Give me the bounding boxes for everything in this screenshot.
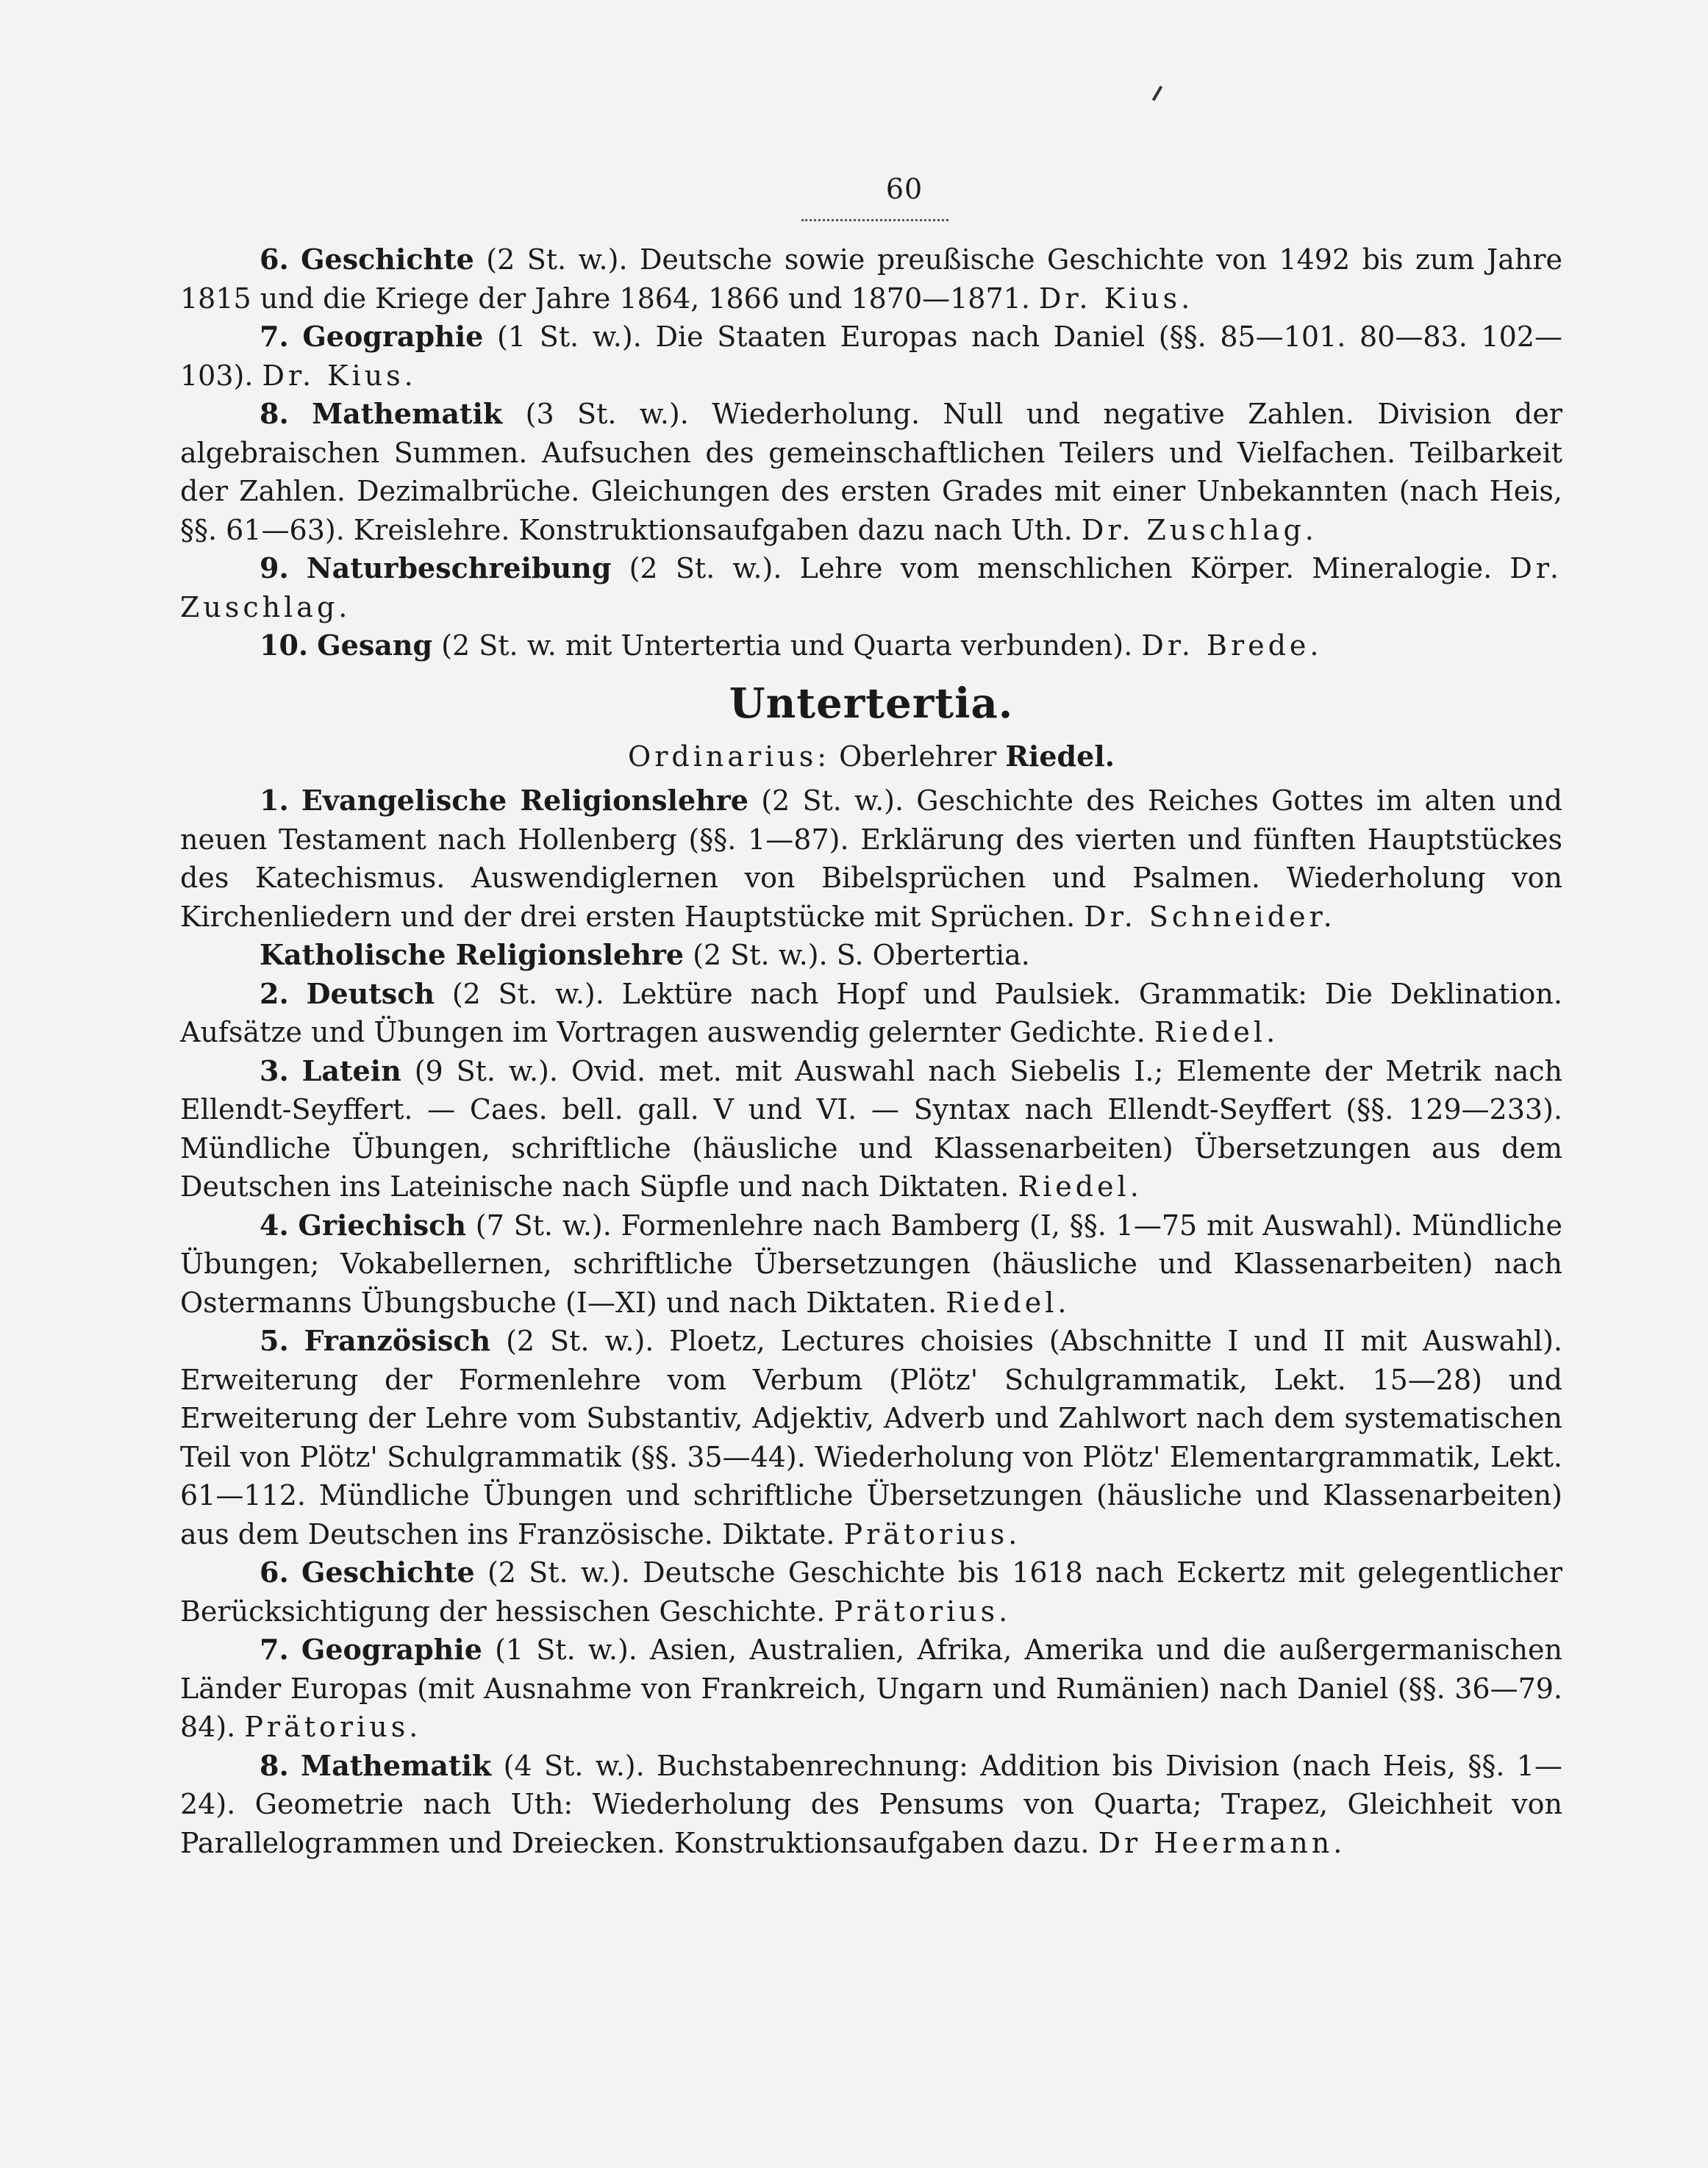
pencil-mark bbox=[1152, 85, 1162, 101]
page-number-rule bbox=[801, 213, 948, 221]
entry-number: 10. bbox=[260, 629, 309, 662]
entry-text: (2 St. w.). S. Obertertia. bbox=[693, 939, 1030, 971]
entry-subject: Evangelische Religionslehre bbox=[301, 784, 748, 817]
entry-text: (2 St. w. mit Untertertia und Quarta verbunden). bbox=[441, 629, 1133, 662]
subject-entry bbox=[180, 1747, 1562, 1863]
entry-teacher: Riedel. bbox=[946, 1286, 1071, 1319]
entry-number: 1. bbox=[260, 784, 289, 817]
entry-subject: Katholische Religionslehre bbox=[260, 938, 685, 971]
entry-number: 2. bbox=[260, 976, 289, 1010]
entry-teacher: Riedel. bbox=[1018, 1170, 1143, 1203]
entry-text: (7 St. w.). Formenlehre nach Bamberg (I, §§. 1—75 mit Auswahl). Mündliche Übungen; Vokabellernen, schriftliche Übersetzungen (häusliche und Klassenarbeiten) nach Ostermanns Übungsbuche (I—XI) und nach Diktaten. bbox=[180, 1209, 1562, 1319]
entry-text: (2 St. w.). Deutsche Geschichte bis 1618 nach Eckertz mit gelegentlicher Berücksichtigung der hessischen Geschichte. bbox=[180, 1556, 1562, 1628]
entry-teacher: Prätorius. bbox=[244, 1711, 422, 1743]
page-content bbox=[180, 240, 1562, 1862]
subject-entry bbox=[180, 240, 1562, 318]
subject-entry bbox=[180, 626, 1562, 665]
entry-teacher: Dr. Zuschlag. bbox=[180, 552, 1562, 623]
subject-entry bbox=[180, 395, 1562, 549]
subject-entry bbox=[180, 1206, 1562, 1323]
entry-text: (2 St. w.). Lektüre nach Hopf und Paulsiek. Grammatik: Die Deklination. Aufsätze und Übungen im Vortragen auswendig gelernter Gedichte. bbox=[180, 977, 1562, 1048]
entry-text: (1 St. w.). Asien, Australien, Afrika, Amerika und die außergermanischen Länder Europas (mit Ausnahme von Frankreich, Ungarn und Rumänien) nach Daniel (§§. 36—79. 84). bbox=[180, 1634, 1562, 1743]
entry-teacher: Dr. Schneider. bbox=[1084, 900, 1336, 933]
entry-number: 3. bbox=[260, 1053, 289, 1087]
entry-subject: Latein bbox=[301, 1053, 401, 1087]
entry-text: (3 St. w.). Wiederholung. Null und negative Zahlen. Division der algebraischen Summen. Aufsuchen des gemeinschaftlichen Teilers und Vielfachen. Teilbarkeit der Zahlen. Dezimalbrüche. Gleichungen des ersten Grades mit einer Unbekannten (nach Heis, §§. 61—63). Kreislehre. Konstruktionsaufgaben dazu nach Uth. bbox=[180, 398, 1562, 546]
untertertia-list bbox=[180, 781, 1562, 1862]
entry-subject: Gesang bbox=[317, 629, 433, 662]
entry-teacher: Dr. Brede. bbox=[1141, 629, 1323, 662]
entry-text: (4 St. w.). Buchstabenrechnung: Addition bis Division (nach Heis, §§. 1—24). Geometrie nach Uth: Wiederholung des Pensums von Quarta; Trapez, Gleichheit von Parallelogrammen und Dreiecken. Konstruktionsaufgaben dazu. bbox=[180, 1749, 1562, 1859]
entry-subject: Mathematik bbox=[312, 397, 503, 430]
entry-teacher: Dr. Zuschlag. bbox=[1081, 513, 1318, 546]
entry-subject: Griechisch bbox=[298, 1208, 466, 1242]
entry-subject: Naturbeschreibung bbox=[306, 551, 612, 584]
subject-entry bbox=[180, 781, 1562, 936]
subject-entry bbox=[180, 1631, 1562, 1747]
section-heading-untertertia: Untertertia. bbox=[729, 679, 1014, 728]
entry-text: (2 St. w.). Lehre vom menschlichen Körper. Mineralogie. bbox=[629, 552, 1493, 584]
subject-entry bbox=[180, 975, 1562, 1052]
subject-entry bbox=[180, 1052, 1562, 1206]
entry-number: 7. bbox=[260, 1633, 289, 1666]
ordinarius-line bbox=[180, 737, 1562, 776]
subject-entry bbox=[180, 936, 1562, 975]
ordinarius-title: Oberlehrer bbox=[839, 740, 997, 773]
entry-number: 6. bbox=[260, 1556, 289, 1589]
entry-subject: Deutsch bbox=[306, 976, 435, 1010]
entry-number: 7. bbox=[260, 320, 289, 353]
entry-text: (2 St. w.). Ploetz, Lectures choisies (Abschnitte I und II mit Auswahl). Erweiterung der Formenlehre vom Verbum (Plötz' Schulgrammatik, Lekt. 15—28) und Erweiterung der Lehre vom Substantiv, Adjektiv, Adverb und Zahlwort nach dem systematischen Teil von Plötz' Schulgrammatik (§§. 35—44). Wiederholung von Plötz' Elementargrammatik, Lekt. 61—112. Mündliche Übungen und schriftliche Übersetzungen (häusliche und Klassenarbeiten) aus dem Deutschen ins Französische. Diktate. bbox=[180, 1325, 1562, 1550]
obertertia-continued-list bbox=[180, 240, 1562, 665]
page-number: 60 bbox=[885, 173, 923, 205]
entry-number: 6. bbox=[260, 243, 289, 276]
entry-subject: Geschichte bbox=[301, 243, 474, 276]
entry-subject: Geographie bbox=[302, 320, 484, 353]
ordinarius-name: Riedel. bbox=[1005, 739, 1115, 773]
entry-text: (9 St. w.). Ovid. met. mit Auswahl nach Siebelis I.; Elemente der Metrik nach Ellendt-Seyffert. — Caes. bell. gall. V und VI. — Syntax nach Ellendt-Seyffert (§§. 129—233). Mündliche Übungen, schriftliche (häusliche und Klassenarbeiten) Übersetzungen aus dem Deutschen ins Lateinische nach Süpfle und nach Diktaten. bbox=[180, 1054, 1562, 1203]
entry-teacher: Prätorius. bbox=[834, 1595, 1012, 1628]
subject-entry bbox=[180, 1553, 1562, 1631]
entry-subject: Mathematik bbox=[301, 1748, 492, 1782]
entry-subject: Geographie bbox=[301, 1633, 482, 1666]
entry-number: 4. bbox=[260, 1208, 289, 1242]
ordinarius-label: Ordinarius: bbox=[628, 740, 831, 773]
entry-teacher: Dr. Kius. bbox=[262, 359, 417, 392]
entry-number: 9. bbox=[260, 551, 289, 584]
entry-number: 8. bbox=[260, 397, 289, 430]
entry-subject: Geschichte bbox=[301, 1556, 475, 1589]
entry-teacher: Dr. Kius. bbox=[1039, 282, 1194, 315]
entry-number: 8. bbox=[260, 1748, 289, 1782]
subject-entry bbox=[180, 318, 1562, 395]
entry-subject: Französisch bbox=[304, 1324, 491, 1357]
entry-number: 5. bbox=[260, 1324, 289, 1357]
entry-teacher: Dr Heermann. bbox=[1098, 1826, 1346, 1859]
entry-text: (2 St. w.). Deutsche sowie preußische Geschichte von 1492 bis zum Jahre 1815 und die Kriege der Jahre 1864, 1866 und 1870—1871. bbox=[180, 243, 1562, 315]
entry-text: (1 St. w.). Die Staaten Europas nach Daniel (§§. 85—101. 80—83. 102—103). bbox=[180, 321, 1562, 392]
entry-teacher: Prätorius. bbox=[843, 1517, 1021, 1550]
entry-teacher: Riedel. bbox=[1154, 1016, 1279, 1048]
entry-text: (2 St. w.). Geschichte des Reiches Gottes im alten und neuen Testament nach Hollenberg (§§. 1—87). Erklärung des vierten und fünften Hauptstückes des Katechismus. Auswendiglernen von Bibelsprüchen und Psalmen. Wiederholung von Kirchenliedern und der drei ersten Hauptstücke mit Sprüchen. bbox=[180, 784, 1562, 933]
subject-entry bbox=[180, 549, 1562, 626]
subject-entry bbox=[180, 1322, 1562, 1553]
